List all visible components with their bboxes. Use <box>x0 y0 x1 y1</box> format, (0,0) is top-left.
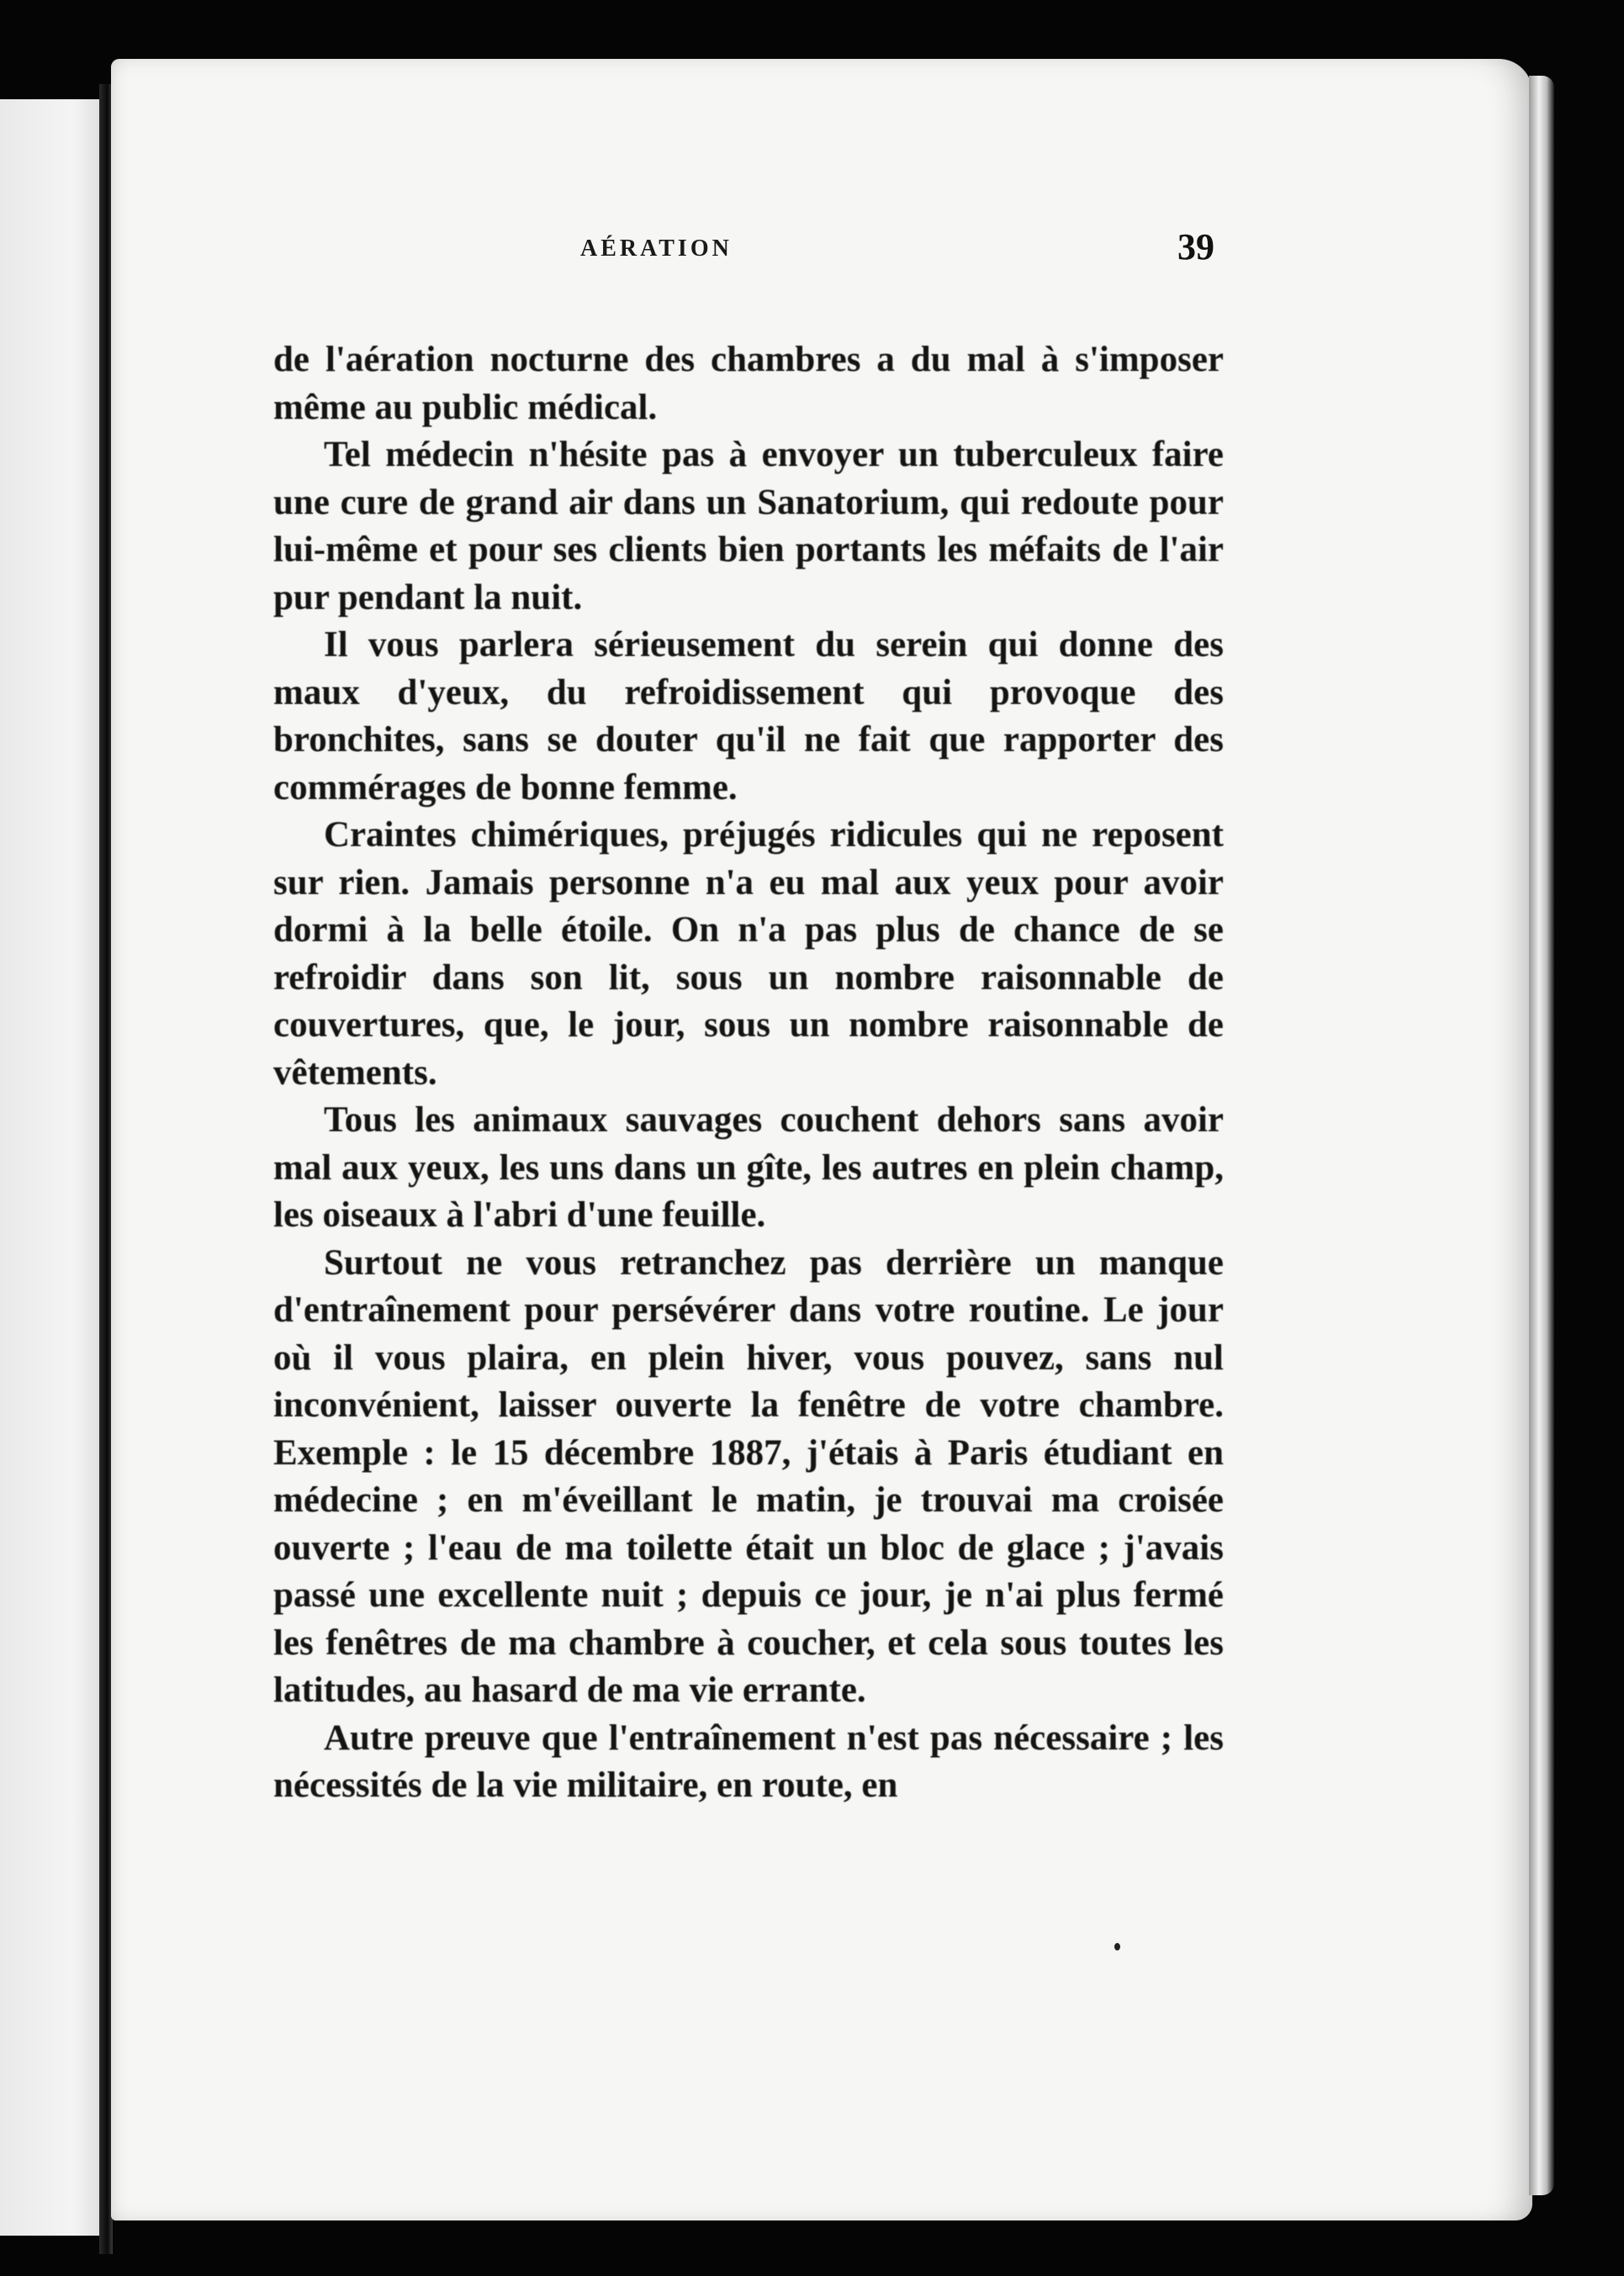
facing-page-edge <box>0 99 105 2236</box>
paragraph: Surtout ne vous retranchez pas derrière un manque d'entraînement pour persévérer dans votre routine. Le jour où il vous plaira, en plein hiver, vous pouvez, sans nul inconvénient, laisser ouverte la fenêtre de votre chambre. Exemple : le 15 décembre 1887, j'étais à Paris étudiant en médecine ; en m'éveillant le matin, je trouvai ma croisée ouverte ; l'eau de ma toilette était un bloc de glace ; j'avais passé une excellente nuit ; depuis ce jour, je n'ai plus fermé les fenêtres de ma chambre à coucher, et cela sous toutes les latitudes, au hasard de ma vie errante. <box>273 1242 1224 1710</box>
page-edge <box>1529 76 1554 2195</box>
paragraph: Craintes chimériques, préjugés ridicules qui ne reposent sur rien. Jamais personne n'a eu mal aux yeux pour avoir dormi à la belle étoile. On n'a pas plus de chance de se refroidir dans son lit, sous un nombre raisonnable de couvertures, que, le jour, sous un nombre raisonnable de vêtements. <box>273 815 1224 1093</box>
body-text <box>273 336 1224 1810</box>
ink-speck <box>1114 1943 1120 1950</box>
paragraph: Tel médecin n'hésite pas à envoyer un tuberculeux faire une cure de grand air dans un Sanatorium, qui redoute pour lui-même et pour ses clients bien portants les méfaits de l'air pur pendant la nuit. <box>273 435 1224 617</box>
paragraph: Autre preuve que l'entraînement n'est pas nécessaire ; les nécessités de la vie militaire, en route, en <box>273 1718 1224 1805</box>
paragraph: Tous les animaux sauvages couchent dehors sans avoir mal aux yeux, les uns dans un gîte, les autres en plein champ, les oiseaux à l'abri d'une feuille. <box>273 1100 1224 1235</box>
paragraph: Il vous parlera sérieusement du serein qui donne des maux d'yeux, du refroidissement qui provoque des bronchites, sans se douter qu'il ne fait que rapporter des commérages de bonne femme. <box>273 625 1224 807</box>
paragraph: de l'aération nocturne des chambres a du mal à s'imposer même au public médical. <box>273 340 1224 427</box>
running-head: AÉRATION <box>580 236 733 262</box>
page-number: 39 <box>1177 226 1214 267</box>
